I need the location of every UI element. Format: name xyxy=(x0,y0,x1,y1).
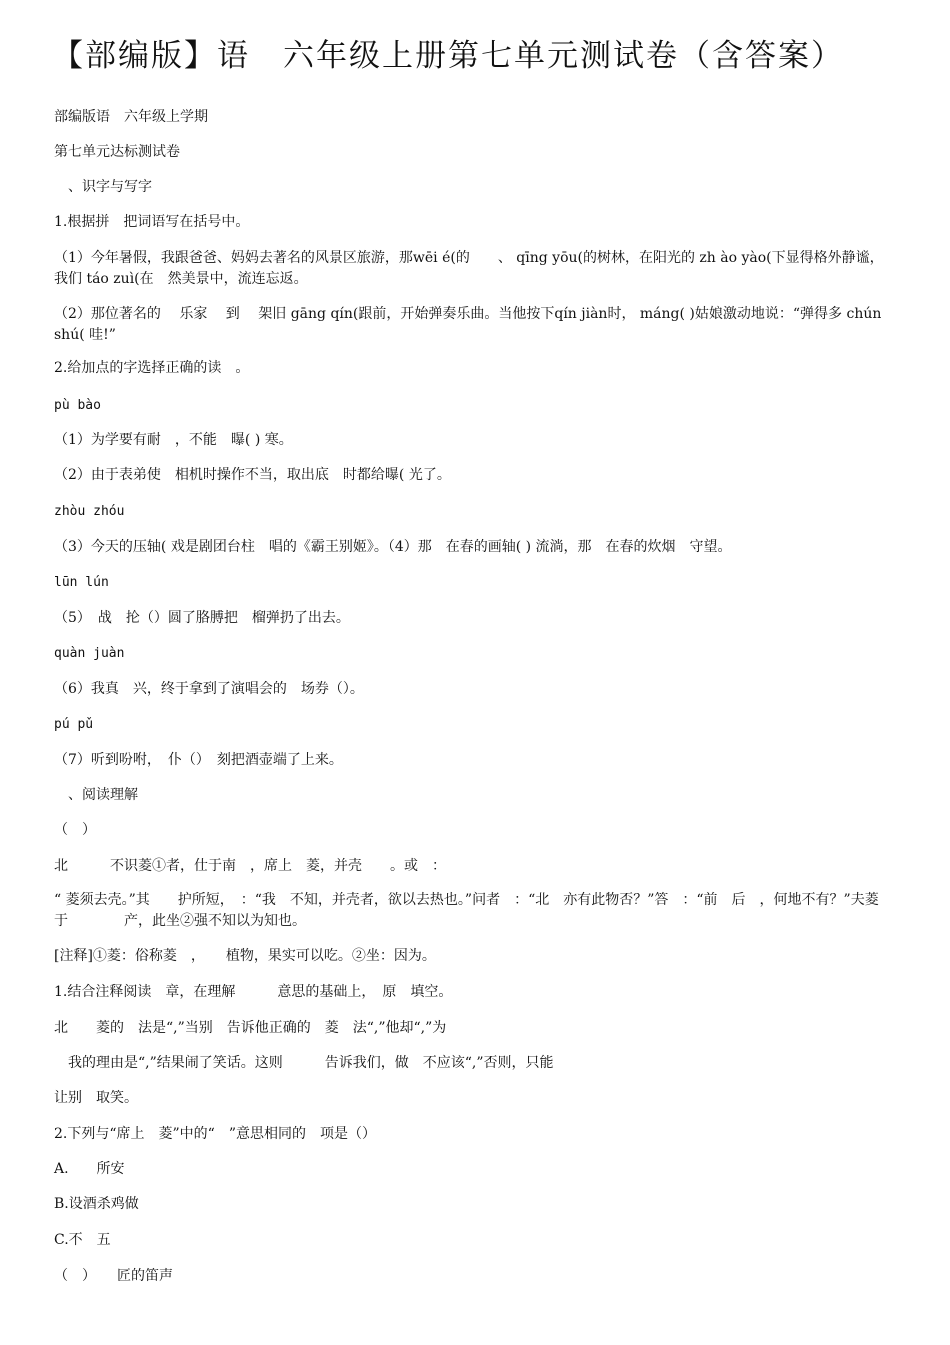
question-2-item-7: （7）听到吩咐， 仆（） 刻把酒壶端了上来。 xyxy=(54,752,343,768)
pinyin-options-lun: lūn lún xyxy=(54,575,109,590)
page-title: 【部编版】语 六年级上册第七单元测试卷（含答案） xyxy=(52,38,844,74)
option-a: A. 所安 xyxy=(54,1161,125,1177)
reading-question-1-line-1: 北 菱的 法是“,”当别 告诉他正确的 菱 法“,”他却“,”为 xyxy=(54,1020,447,1036)
question-1-prompt: 1.根据拼 把词语写在括号中。 xyxy=(54,214,250,230)
question-2-prompt: 2.给加点的字选择正确的读 。 xyxy=(54,360,250,376)
question-2-item-1: （1）为学要有耐 ，不能 曝( ) 寒。 xyxy=(54,432,293,448)
question-1-item-1: （1）今年暑假，我跟爸爸、妈妈去著名的风景区旅游，那wēi é(的 、 qīng yōu(的树林，在阳光的 zh ào yào(下显得格外静谧，我们 táo zuì(在 然美景中，流连忘返。 xyxy=(54,250,884,287)
question-1-item-2: （2）那位著名的 乐家 到 架旧 gāng qín(跟前，开始弹奏乐曲。当他按下qín jiàn时， máng( )姑娘激动地说：“弹得多 chún shú( 哇!” xyxy=(54,306,882,343)
pinyin-options-zhou: zhòu zhóu xyxy=(54,504,125,519)
section-heading-literacy: 、识字与写字 xyxy=(54,179,152,195)
subtitle-grade: 部编版语 六年级上学期 xyxy=(54,109,208,125)
passage-line-2: “ 菱须去壳。”其 护所短， ：“我 不知，并壳者，欲以去热也。”问者 ：“北 亦有此物否？”答 ：“前 后 ，何地不有？”夫菱 于 产，此坐②强不知以为知也。 xyxy=(54,892,893,929)
reading-question-1-line-2: 我的理由是“,”结果闹了笑话。这则 告诉我们，做 不应该“,”否则，只能 xyxy=(54,1055,554,1071)
pinyin-options-juan: quàn juàn xyxy=(54,646,125,661)
option-b: B.设酒杀鸡做 xyxy=(54,1196,139,1212)
subtitle-unit-test: 第七单元达标测试卷 xyxy=(54,144,180,160)
reading-passage-title: （ ） xyxy=(54,822,96,838)
reading-question-1-line-3: 让别 取笑。 xyxy=(54,1090,138,1106)
passage-line-1: 北 不识菱①者，仕于南 ，席上 菱，并壳 。或 ： xyxy=(54,858,446,874)
question-2-item-6: （6）我真 兴，终于拿到了演唱会的 场券（）。 xyxy=(54,681,364,697)
reading-question-1-prompt: 1.结合注释阅读 章，在理解 意思的基础上， 原 填空。 xyxy=(54,984,453,1000)
pinyin-options-pu: pú pǔ xyxy=(54,717,94,732)
reading-passage-2-title: （ ） 匠的笛声 xyxy=(54,1268,173,1284)
question-2-item-3-4: （3）今天的压轴( 戏是剧团台柱 唱的《霸王别姬》。（4）那 在春的画轴( ) 流淌，那 在春的炊烟 守望。 xyxy=(54,539,732,555)
question-2-item-2: （2）由于表弟使 相机时操作不当，取出底 时都给曝( 光了。 xyxy=(54,467,451,483)
pinyin-options-pu-bao: pù bào xyxy=(54,398,101,413)
reading-question-2-prompt: 2.下列与“席上 菱”中的“ ”意思相同的 项是（） xyxy=(54,1126,376,1142)
section-heading-reading: 、阅读理解 xyxy=(54,787,138,803)
question-2-item-5: （5） 战 抡（）圆了胳膊把 榴弹扔了出去。 xyxy=(54,610,350,626)
option-c: C.不 五 xyxy=(54,1232,111,1248)
passage-notes: [注释]①菱：俗称菱 ， 植物，果实可以吃。②坐：因为。 xyxy=(54,948,436,964)
